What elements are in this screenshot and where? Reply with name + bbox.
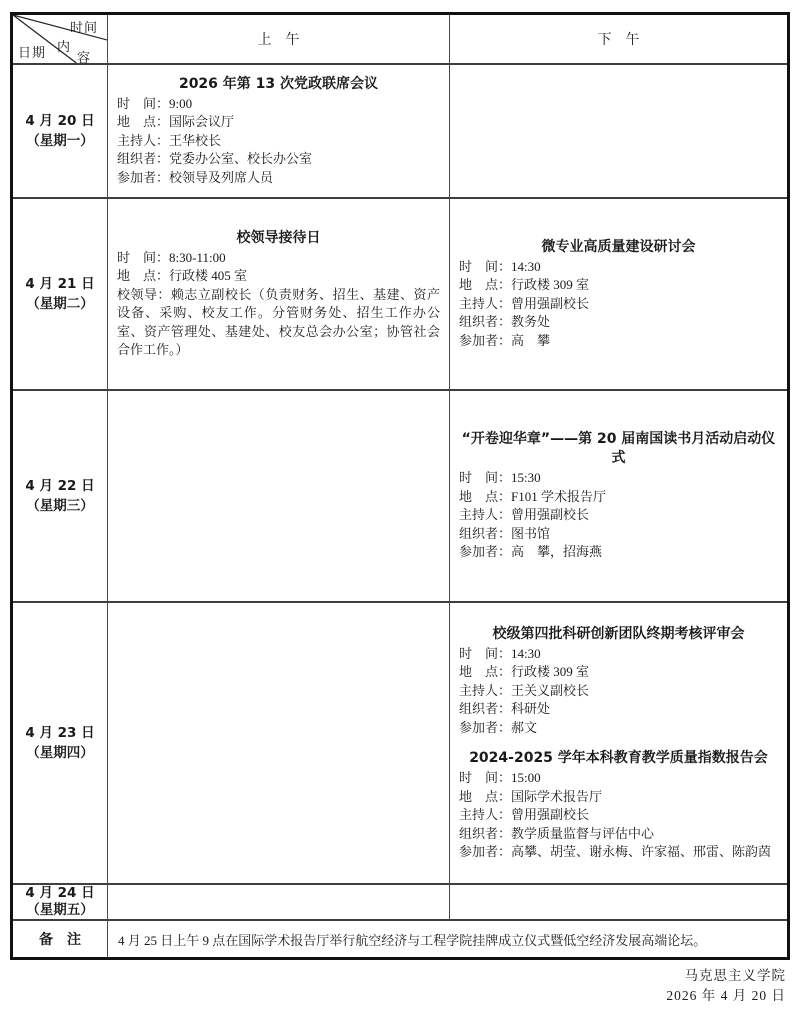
corner-header-cell (13, 15, 108, 65)
event-field-line: 参加者：校领导及列席人员 (117, 169, 274, 185)
event (117, 75, 440, 188)
morning-cell-thu (108, 603, 450, 885)
morning-cell-fri (108, 885, 450, 921)
corner-date-label: 日期 (18, 45, 47, 60)
event-field-line: 组织者：图书馆 (459, 525, 551, 541)
document-footer (666, 966, 786, 1006)
event-field-line: 组织者：党委办公室、校长办公室 (117, 151, 313, 167)
event (117, 229, 440, 360)
event-title: 微专业高质量建设研讨会 (541, 238, 696, 255)
event-field-line: 参加者：高 攀 (459, 332, 551, 348)
weekday-text: （星期四） (26, 745, 94, 761)
event-field-line: 时 间：14:30 (459, 645, 541, 661)
date-text: 4 月 24 日 (25, 885, 95, 901)
event-field-line: 组织者：教学质量监督与评估中心 (459, 825, 655, 841)
event (459, 238, 778, 351)
event-field-line: 时 间：8:30-11:00 (117, 249, 226, 265)
date-cell-thu (13, 603, 108, 885)
weekday-text: （星期五） (26, 902, 94, 918)
date-text: 4 月 20 日 (25, 113, 95, 129)
event-field-line: 主持人：曾用强副校长 (459, 807, 590, 822)
event-field-line: 校领导：赖志立副校长（负责财务、招生、基建、资产设备、采购、校友工作。分管财务处、招生工作办公室、资产管理处、基建处、校友总会办公室；协管社会合作工作。） (117, 286, 440, 357)
event (459, 430, 778, 562)
event-title: 校领导接待日 (236, 229, 321, 246)
afternoon-cell-wed (450, 391, 787, 603)
event-field-line: 组织者：科研处 (459, 701, 551, 716)
event-field-line: 时 间：9:00 (117, 95, 193, 111)
event-field-line: 地 点：行政楼 309 室 (459, 277, 590, 293)
column-header-afternoon: 下 午 (450, 15, 787, 65)
event-field-line: 地 点：F101 学术报告厅 (459, 488, 606, 504)
schedule-table (10, 12, 790, 960)
remark-label-cell: 备 注 (13, 921, 108, 957)
column-header-morning: 上 午 (108, 15, 450, 65)
event (459, 749, 778, 862)
morning-cell-tue (108, 199, 450, 391)
event-title: 2026 年第 13 次党政联席会议 (178, 75, 379, 92)
corner-time-label: 时间 (69, 20, 98, 35)
event-title: 2024-2025 学年本科教育教学质量指数报告会 (469, 750, 768, 766)
afternoon-cell-fri (450, 885, 787, 921)
event-field-line: 地 点：国际会议厅 (117, 114, 235, 130)
afternoon-cell-tue (450, 199, 787, 391)
date-cell-mon (13, 65, 108, 199)
date-cell-fri (13, 885, 108, 921)
afternoon-cell-thu (450, 603, 787, 885)
weekday-text: （星期一） (26, 133, 94, 149)
event-title: “开卷迎华章”——第 20 届南国读书月活动启动仪式 (461, 431, 776, 467)
event-field-line: 时 间：14:30 (459, 258, 541, 274)
event-field-line: 时 间：15:30 (459, 470, 541, 486)
corner-content-label-bottom: 容 (77, 50, 92, 65)
event-field-line: 参加者：高 攀，招海燕 (459, 544, 603, 560)
date-text: 4 月 21 日 (25, 276, 95, 292)
event-field-line: 组织者：教务处 (459, 314, 551, 330)
event-field-line: 主持人：王关义副校长 (459, 682, 590, 698)
date-text: 4 月 22 日 (25, 478, 95, 494)
weekday-text: （星期二） (26, 296, 94, 312)
weekday-text: （星期三） (26, 498, 94, 514)
event-field-line: 参加者：高攀、胡莹、谢永梅、许家福、邢雷、陈韵茵 (459, 844, 772, 859)
footer-date: 2026 年 4 月 20 日 (666, 988, 786, 1003)
event-field-line: 地 点：行政楼 309 室 (459, 664, 590, 679)
event-field-line: 时 间：15:00 (459, 770, 541, 785)
footer-organization: 马克思主义学院 (684, 968, 786, 983)
date-cell-wed (13, 391, 108, 603)
event-field-line: 主持人：王华校长 (117, 132, 222, 148)
event-field-line: 参加者：郝文 (459, 719, 538, 735)
event-field-line: 地 点：国际学术报告厅 (459, 788, 603, 804)
event (459, 625, 778, 738)
event-field-line: 主持人：曾用强副校长 (459, 295, 590, 311)
event-field-line: 主持人：曾用强副校长 (459, 507, 590, 523)
afternoon-cell-mon (450, 65, 787, 199)
morning-cell-wed (108, 391, 450, 603)
morning-cell-mon (108, 65, 450, 199)
event-field-line: 地 点：行政楼 405 室 (117, 268, 248, 283)
corner-content-label-top: 内 (57, 39, 72, 54)
remark-text-cell: 4 月 25 日上午 9 点在国际学术报告厅举行航空经济与工程学院挂牌成立仪式暨低空经济发展高端论坛。 (118, 932, 707, 948)
date-text: 4 月 23 日 (25, 725, 95, 741)
date-cell-tue (13, 199, 108, 391)
event-title: 校级第四批科研创新团队终期考核评审会 (492, 625, 745, 642)
